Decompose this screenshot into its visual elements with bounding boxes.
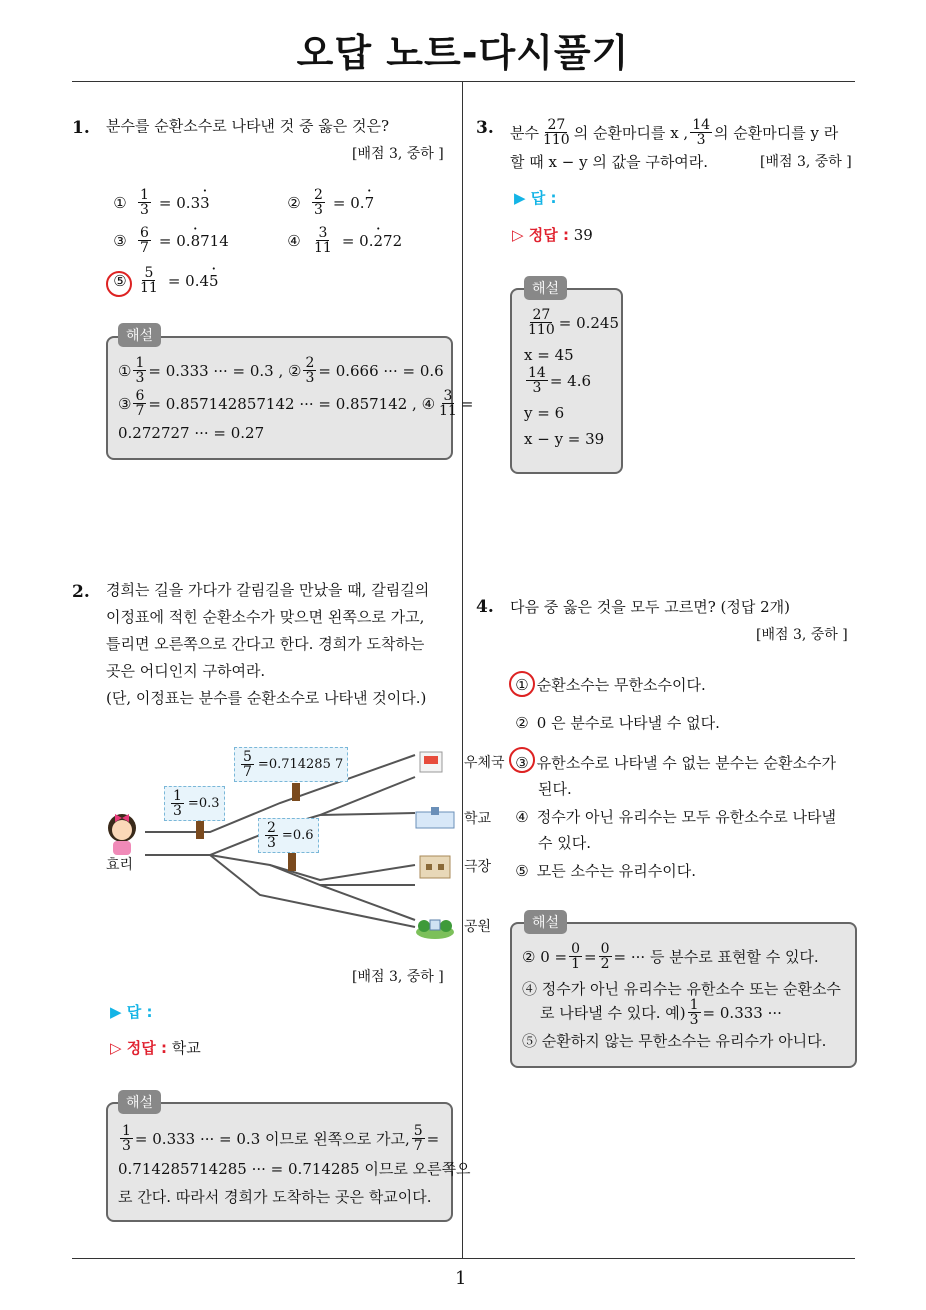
choice-number: ①	[515, 676, 529, 694]
explanation-line: $\frac{14}{3}$ = 4.6	[528, 365, 592, 396]
explanation-tag: 해설	[524, 910, 567, 934]
choice-text: 유한소수로 나타낼 수 없는 분수는 순환소수가	[536, 754, 836, 772]
choice-number: ⑤	[515, 862, 529, 880]
explanation-line: $\frac{27}{110}$ = 0.245	[528, 307, 620, 338]
top-rule	[72, 81, 855, 82]
choice-1[interactable]	[512, 674, 706, 695]
signpost-sign: $\frac{2}{3}$ =0.6	[258, 818, 319, 853]
fraction: $\frac{3}{11}$	[314, 225, 332, 256]
place-label: 극장	[464, 859, 492, 875]
choice-4[interactable]	[284, 226, 402, 255]
choice-value: = 0.8 ·714	[159, 232, 229, 250]
choice-number: ③	[113, 231, 127, 250]
choice-text: 정수가 아닌 유리수는 모두 유한소수로 나타낼	[536, 808, 836, 826]
question-text: 분수 $\frac{27}{110}$ 의 순환마디를 x , $\frac{14}{3}$ 의 순환마디를 y 라	[510, 117, 839, 148]
fraction: $\frac{1}{3}$	[140, 187, 149, 218]
wrong-answer-mark-icon	[509, 747, 535, 773]
choice-4[interactable]	[512, 804, 836, 856]
question-text: 경희는 길을 가다가 갈림길을 만났을 때, 갈림길의 이정표에 적힌 순환소수가 맞으면 왼쪽으로 가고, 틀리면 오른쪽으로 간다고 한다. 경희가 도착하는 곳은 어디인지 구하여라. (단, 이정표는 분수를 순환소수로 나타낸 것이다.)	[106, 581, 430, 707]
question-number: 3.	[476, 118, 494, 138]
explanation-line: x − y = 39	[524, 430, 605, 448]
page-number: 1	[455, 1268, 467, 1289]
wrong-answer-mark-icon	[106, 271, 132, 297]
choice-number: ③	[515, 754, 529, 772]
choice-value: = 0.33 ·	[159, 194, 210, 212]
explanation-tag: 해설	[118, 1090, 161, 1114]
choice-text: 수 있다.	[538, 834, 592, 852]
post-office-icon	[418, 748, 444, 774]
explanation-line: 로 간다. 따라서 경희가 도착하는 곳은 학교이다.	[118, 1188, 432, 1206]
signpost-sign: $\frac{1}{3}$ =0.3	[164, 786, 225, 821]
explanation-tag: 해설	[118, 323, 161, 347]
choice-number: ②	[287, 193, 301, 212]
choice-value: = 0.45 ·	[168, 272, 219, 290]
choice-number: ⑤	[113, 271, 127, 290]
explanation-tag: 해설	[524, 276, 567, 300]
choice-number: ④	[287, 231, 301, 250]
score-label: [배점 3, 중하 ]	[352, 146, 444, 162]
explanation-line: ④ 정수가 아닌 유리수는 유한소수 또는 순환소수	[522, 980, 841, 998]
choice-3[interactable]	[512, 750, 836, 802]
place-label: 학교	[464, 811, 492, 827]
question-text: 다음 중 옳은 것을 모두 고르면? (정답 2개)	[510, 598, 791, 616]
choice-text: 된다.	[538, 780, 572, 798]
question-number: 1.	[72, 118, 90, 138]
choice-2[interactable]	[512, 712, 720, 733]
explanation-line: ② 0 = $\frac{0}{1}$ = $\frac{0}{2}$ = ··· 등 분수로 표현할 수 있다.	[522, 941, 819, 972]
explanation-line: 0.272727 ··· = 0.27	[118, 424, 265, 442]
park-icon	[414, 910, 456, 940]
signpost-sign: $\frac{5}{7}$ =0.714285 7	[234, 747, 348, 782]
explanation-line: ③ $\frac{6}{7}$ = 0.857142857142 ··· = 0.857142 , ④ $\frac{3}{11}$ =	[118, 388, 474, 419]
signpost	[288, 853, 296, 871]
girl-label: 효리	[106, 857, 134, 873]
score-label: [배점 3, 중하 ]	[760, 154, 852, 170]
correct-answer: ▷ 정답 : 학교	[110, 1039, 201, 1057]
choice-text: 0 은 분수로 나타낼 수 없다.	[536, 714, 720, 732]
question-text: 분수를 순환소수로 나타낸 것 중 옳은 것은?	[106, 117, 389, 135]
answer-label: ▶ 답 :	[514, 189, 557, 207]
choice-5[interactable]	[512, 860, 696, 881]
choice-value: = 0.7 ·	[333, 194, 374, 212]
explanation-line: $\frac{1}{3}$ = 0.333 ··· = 0.3 이므로 왼쪽으로 가고, $\frac{5}{7}$ =	[122, 1123, 440, 1154]
choice-value: = 0.2 ·72	[342, 232, 402, 250]
choice-2[interactable]	[284, 188, 374, 217]
choice-3[interactable]	[110, 226, 229, 255]
question-number: 4.	[476, 597, 494, 617]
explanation-line: 0.714285714285 ··· = 0.714285 이므로 오른쪽으	[118, 1160, 471, 1178]
explanation-line: x = 45	[524, 346, 574, 364]
score-label: [배점 3, 중하 ]	[756, 627, 848, 643]
signpost	[196, 821, 204, 839]
explanation-line: y = 6	[524, 404, 565, 422]
theater-icon	[418, 852, 452, 880]
choice-text: 순환소수는 무한소수이다.	[536, 676, 706, 694]
fraction: $\frac{2}{3}$	[314, 187, 323, 218]
explanation-line: ⑤ 순환하지 않는 무한소수는 유리수가 아니다.	[522, 1032, 827, 1050]
place-label: 우체국	[464, 755, 505, 771]
answer-label: ▶ 답 :	[110, 1003, 153, 1021]
bottom-rule	[72, 1258, 855, 1259]
fraction: $\frac{5}{11}$	[140, 265, 158, 296]
explanation-line: 로 나타낼 수 있다. 예) $\frac{1}{3}$ = 0.333 ···	[540, 997, 782, 1028]
choice-text: 모든 소수는 유리수이다.	[536, 862, 696, 880]
choice-number: ①	[113, 193, 127, 212]
wrong-answer-mark-icon	[509, 671, 535, 697]
correct-answer: ▷ 정답 : 39	[512, 226, 593, 244]
explanation-line: ① $\frac{1}{3}$ = 0.333 ··· = 0.3 , ② $\frac{2}{3}$ = 0.666 ··· = 0.6	[118, 355, 444, 386]
page-title: 오답 노트-다시풀기	[296, 31, 630, 75]
choice-number: ④	[515, 808, 529, 826]
question-number: 2.	[72, 582, 90, 602]
signpost	[292, 783, 300, 801]
column-divider	[462, 82, 463, 1258]
choice-1[interactable]	[110, 188, 210, 217]
place-label: 공원	[464, 919, 492, 935]
score-label: [배점 3, 중하 ]	[352, 969, 444, 985]
girl-icon	[104, 808, 140, 858]
fraction: $\frac{6}{7}$	[140, 225, 149, 256]
choice-number: ②	[515, 714, 529, 732]
school-icon	[414, 806, 456, 830]
question-text: 할 때 x − y 의 값을 구하여라.	[510, 153, 709, 171]
